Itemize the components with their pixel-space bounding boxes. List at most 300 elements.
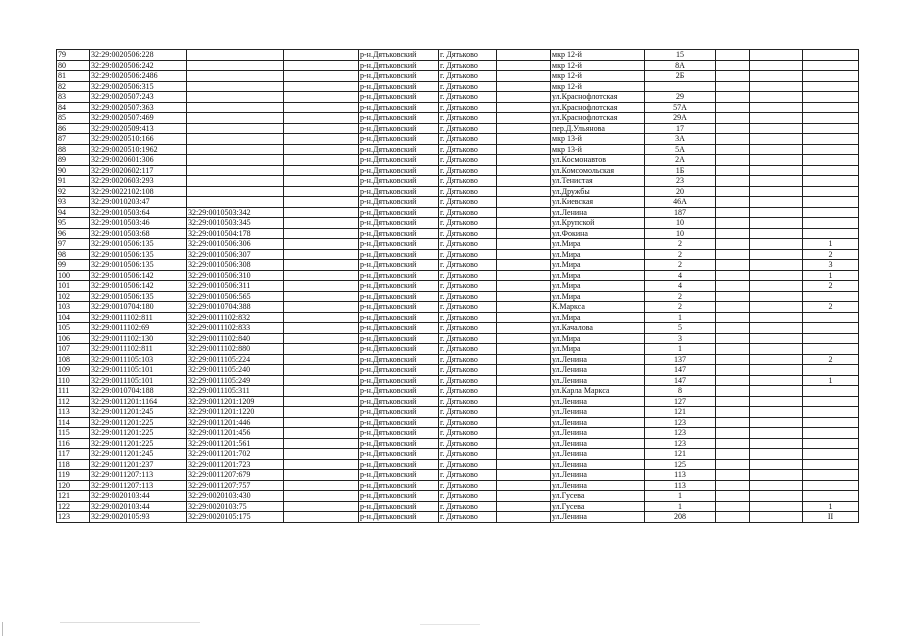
cell-building-cadastral-number: 32:29:0020103:430 bbox=[187, 491, 284, 502]
cell-column-empty-2 bbox=[497, 302, 551, 313]
cell-apartment-number bbox=[803, 365, 859, 376]
cell-cadastral-number: 32:29:0011105:101 bbox=[90, 375, 187, 386]
cell-row-number: 92 bbox=[57, 186, 90, 197]
cell-district: р-н.Дятьковский bbox=[359, 81, 439, 92]
cell-column-empty-3 bbox=[716, 512, 750, 523]
table-row bbox=[57, 197, 859, 208]
cell-apartment-number: 1 bbox=[803, 501, 859, 512]
cell-building-cadastral-number: 32:29:0010506:565 bbox=[187, 291, 284, 302]
cell-column-empty-1 bbox=[284, 218, 359, 229]
cell-column-empty-3 bbox=[716, 501, 750, 512]
cell-building-cadastral-number: 32:29:0010506:306 bbox=[187, 239, 284, 250]
cell-street: ул.Мира bbox=[551, 249, 645, 260]
cell-apartment-number: 2 bbox=[803, 281, 859, 292]
cell-column-empty-4 bbox=[750, 438, 803, 449]
cell-column-empty-1 bbox=[284, 354, 359, 365]
cell-column-empty-3 bbox=[716, 81, 750, 92]
cell-column-empty-3 bbox=[716, 207, 750, 218]
cell-city: г. Дятьково bbox=[439, 260, 497, 271]
cell-cadastral-number: 32:29:0020603:293 bbox=[90, 176, 187, 187]
cell-building-cadastral-number: 32:29:0011105:240 bbox=[187, 365, 284, 376]
cell-street: мкр 12-й bbox=[551, 60, 645, 71]
cell-cadastral-number: 32:29:0011201:245 bbox=[90, 407, 187, 418]
cell-house-number: 23 bbox=[645, 176, 716, 187]
cell-column-empty-1 bbox=[284, 176, 359, 187]
cell-cadastral-number: 32:29:0020105:93 bbox=[90, 512, 187, 523]
cell-column-empty-2 bbox=[497, 312, 551, 323]
cell-column-empty-3 bbox=[716, 291, 750, 302]
cell-building-cadastral-number: 32:29:0011102:840 bbox=[187, 333, 284, 344]
table-row bbox=[57, 470, 859, 481]
table-row bbox=[57, 291, 859, 302]
cell-house-number: 2 bbox=[645, 239, 716, 250]
cell-column-empty-2 bbox=[497, 291, 551, 302]
cell-column-empty-4 bbox=[750, 228, 803, 239]
cell-row-number: 83 bbox=[57, 92, 90, 103]
cell-cadastral-number: 32:29:0020506:2486 bbox=[90, 71, 187, 82]
cell-column-empty-4 bbox=[750, 449, 803, 460]
cell-column-empty-3 bbox=[716, 113, 750, 124]
cell-column-empty-3 bbox=[716, 270, 750, 281]
cell-cadastral-number: 32:29:0011207:113 bbox=[90, 480, 187, 491]
cell-city: г. Дятьково bbox=[439, 407, 497, 418]
cell-column-empty-4 bbox=[750, 270, 803, 281]
cell-column-empty-4 bbox=[750, 134, 803, 145]
cell-district: р-н.Дятьковский bbox=[359, 228, 439, 239]
cell-apartment-number bbox=[803, 218, 859, 229]
cell-street: ул.Космонавтов bbox=[551, 155, 645, 166]
cell-apartment-number bbox=[803, 60, 859, 71]
cell-house-number: 187 bbox=[645, 207, 716, 218]
cell-building-cadastral-number bbox=[187, 176, 284, 187]
cell-district: р-н.Дятьковский bbox=[359, 386, 439, 397]
cell-apartment-number bbox=[803, 470, 859, 481]
cell-column-empty-2 bbox=[497, 228, 551, 239]
table-row bbox=[57, 375, 859, 386]
cell-apartment-number bbox=[803, 407, 859, 418]
cell-column-empty-3 bbox=[716, 102, 750, 113]
cell-column-empty-4 bbox=[750, 459, 803, 470]
table-row bbox=[57, 428, 859, 439]
cell-house-number: 2Б bbox=[645, 71, 716, 82]
table-row bbox=[57, 92, 859, 103]
cell-column-empty-2 bbox=[497, 155, 551, 166]
cell-column-empty-4 bbox=[750, 218, 803, 229]
cell-cadastral-number: 32:29:0010503:64 bbox=[90, 207, 187, 218]
cell-column-empty-2 bbox=[497, 260, 551, 271]
cell-street: мкр 13-й bbox=[551, 144, 645, 155]
cell-column-empty-4 bbox=[750, 512, 803, 523]
cell-building-cadastral-number bbox=[187, 144, 284, 155]
table-row bbox=[57, 438, 859, 449]
cell-district: р-н.Дятьковский bbox=[359, 459, 439, 470]
cell-row-number: 100 bbox=[57, 270, 90, 281]
cell-row-number: 109 bbox=[57, 365, 90, 376]
cell-building-cadastral-number: 32:29:0011201:702 bbox=[187, 449, 284, 460]
cell-column-empty-4 bbox=[750, 197, 803, 208]
cell-city: г. Дятьково bbox=[439, 333, 497, 344]
cell-apartment-number bbox=[803, 186, 859, 197]
cell-cadastral-number: 32:29:0020507:243 bbox=[90, 92, 187, 103]
table-row bbox=[57, 176, 859, 187]
cell-city: г. Дятьково bbox=[439, 176, 497, 187]
cell-district: р-н.Дятьковский bbox=[359, 50, 439, 61]
cell-column-empty-4 bbox=[750, 333, 803, 344]
cell-apartment-number bbox=[803, 123, 859, 134]
cell-apartment-number: 2 bbox=[803, 249, 859, 260]
cell-row-number: 123 bbox=[57, 512, 90, 523]
cell-column-empty-4 bbox=[750, 60, 803, 71]
cell-apartment-number: 1 bbox=[803, 375, 859, 386]
cell-city: г. Дятьково bbox=[439, 123, 497, 134]
cell-column-empty-2 bbox=[497, 134, 551, 145]
cell-city: г. Дятьково bbox=[439, 512, 497, 523]
cell-column-empty-2 bbox=[497, 417, 551, 428]
cell-column-empty-1 bbox=[284, 186, 359, 197]
cell-column-empty-4 bbox=[750, 417, 803, 428]
cell-building-cadastral-number: 32:29:0011201:723 bbox=[187, 459, 284, 470]
cell-district: р-н.Дятьковский bbox=[359, 449, 439, 460]
cell-row-number: 119 bbox=[57, 470, 90, 481]
cell-column-empty-1 bbox=[284, 144, 359, 155]
cell-column-empty-3 bbox=[716, 438, 750, 449]
cell-city: г. Дятьково bbox=[439, 92, 497, 103]
cell-cadastral-number: 32:29:0011201:237 bbox=[90, 459, 187, 470]
cell-city: г. Дятьково bbox=[439, 470, 497, 481]
cell-building-cadastral-number bbox=[187, 155, 284, 166]
cell-city: г. Дятьково bbox=[439, 113, 497, 124]
cell-street: мкр 13-й bbox=[551, 134, 645, 145]
cell-row-number: 80 bbox=[57, 60, 90, 71]
cell-column-empty-3 bbox=[716, 281, 750, 292]
cell-house-number: 57А bbox=[645, 102, 716, 113]
cell-building-cadastral-number: 32:29:0010506:311 bbox=[187, 281, 284, 292]
cell-street: ул.Ленина bbox=[551, 438, 645, 449]
cell-column-empty-2 bbox=[497, 218, 551, 229]
cell-cadastral-number: 32:29:0010506:142 bbox=[90, 270, 187, 281]
cell-city: г. Дятьково bbox=[439, 449, 497, 460]
cell-cadastral-number: 32:29:0011201:225 bbox=[90, 417, 187, 428]
cell-column-empty-3 bbox=[716, 386, 750, 397]
cell-building-cadastral-number: 32:29:0011105:224 bbox=[187, 354, 284, 365]
cell-row-number: 112 bbox=[57, 396, 90, 407]
cell-house-number bbox=[645, 81, 716, 92]
cell-building-cadastral-number bbox=[187, 102, 284, 113]
cell-column-empty-4 bbox=[750, 344, 803, 355]
cell-city: г. Дятьково bbox=[439, 165, 497, 176]
cell-house-number: 1Б bbox=[645, 165, 716, 176]
cell-building-cadastral-number: 32:29:0010506:310 bbox=[187, 270, 284, 281]
cell-street: ул.Ленина bbox=[551, 396, 645, 407]
cell-column-empty-3 bbox=[716, 333, 750, 344]
cell-column-empty-1 bbox=[284, 260, 359, 271]
cell-district: р-н.Дятьковский bbox=[359, 239, 439, 250]
cell-house-number: 208 bbox=[645, 512, 716, 523]
cell-column-empty-2 bbox=[497, 354, 551, 365]
cell-city: г. Дятьково bbox=[439, 186, 497, 197]
cell-district: р-н.Дятьковский bbox=[359, 323, 439, 334]
cell-column-empty-2 bbox=[497, 92, 551, 103]
cell-column-empty-3 bbox=[716, 92, 750, 103]
cell-street: ул.Дружбы bbox=[551, 186, 645, 197]
cell-column-empty-1 bbox=[284, 92, 359, 103]
cell-district: р-н.Дятьковский bbox=[359, 134, 439, 145]
cell-street: ул.Ленина bbox=[551, 417, 645, 428]
cell-cadastral-number: 32:29:0020103:44 bbox=[90, 501, 187, 512]
cell-row-number: 110 bbox=[57, 375, 90, 386]
cell-building-cadastral-number bbox=[187, 50, 284, 61]
cell-column-empty-2 bbox=[497, 186, 551, 197]
cell-cadastral-number: 32:29:0022102:108 bbox=[90, 186, 187, 197]
cell-house-number: 123 bbox=[645, 417, 716, 428]
cell-column-empty-3 bbox=[716, 417, 750, 428]
cell-building-cadastral-number: 32:29:0020103:75 bbox=[187, 501, 284, 512]
cell-street: ул.Мира bbox=[551, 344, 645, 355]
cell-row-number: 87 bbox=[57, 134, 90, 145]
table-row bbox=[57, 218, 859, 229]
cell-column-empty-1 bbox=[284, 249, 359, 260]
cell-apartment-number bbox=[803, 438, 859, 449]
cell-column-empty-3 bbox=[716, 186, 750, 197]
cell-apartment-number bbox=[803, 396, 859, 407]
cell-row-number: 115 bbox=[57, 428, 90, 439]
cell-apartment-number bbox=[803, 71, 859, 82]
cell-column-empty-1 bbox=[284, 480, 359, 491]
cell-house-number: 1 bbox=[645, 491, 716, 502]
cell-building-cadastral-number: 32:29:0011105:249 bbox=[187, 375, 284, 386]
cell-column-empty-1 bbox=[284, 491, 359, 502]
cell-column-empty-3 bbox=[716, 218, 750, 229]
cell-district: р-н.Дятьковский bbox=[359, 144, 439, 155]
cell-apartment-number: 1 bbox=[803, 239, 859, 250]
cell-column-empty-1 bbox=[284, 417, 359, 428]
cell-column-empty-3 bbox=[716, 407, 750, 418]
cell-district: р-н.Дятьковский bbox=[359, 218, 439, 229]
table-row bbox=[57, 449, 859, 460]
cell-column-empty-4 bbox=[750, 50, 803, 61]
cell-house-number: 113 bbox=[645, 470, 716, 481]
cell-house-number: 127 bbox=[645, 396, 716, 407]
cell-cadastral-number: 32:29:0020509:413 bbox=[90, 123, 187, 134]
cell-building-cadastral-number bbox=[187, 134, 284, 145]
cell-apartment-number bbox=[803, 176, 859, 187]
cell-column-empty-2 bbox=[497, 407, 551, 418]
cell-column-empty-2 bbox=[497, 365, 551, 376]
cell-apartment-number bbox=[803, 165, 859, 176]
table-row bbox=[57, 270, 859, 281]
cell-row-number: 107 bbox=[57, 344, 90, 355]
cell-apartment-number: 2 bbox=[803, 302, 859, 313]
cell-building-cadastral-number bbox=[187, 113, 284, 124]
table-row bbox=[57, 239, 859, 250]
cell-column-empty-2 bbox=[497, 480, 551, 491]
cell-column-empty-1 bbox=[284, 333, 359, 344]
cell-city: г. Дятьково bbox=[439, 386, 497, 397]
cell-city: г. Дятьково bbox=[439, 365, 497, 376]
cell-column-empty-3 bbox=[716, 71, 750, 82]
cell-street: ул.Ленина bbox=[551, 407, 645, 418]
cell-street: ул.Качалова bbox=[551, 323, 645, 334]
table-row bbox=[57, 71, 859, 82]
cell-column-empty-3 bbox=[716, 449, 750, 460]
cell-column-empty-1 bbox=[284, 81, 359, 92]
table-row bbox=[57, 407, 859, 418]
cell-column-empty-4 bbox=[750, 312, 803, 323]
cell-street: К.Маркса bbox=[551, 302, 645, 313]
cell-column-empty-3 bbox=[716, 249, 750, 260]
cell-row-number: 96 bbox=[57, 228, 90, 239]
cell-column-empty-2 bbox=[497, 501, 551, 512]
cell-building-cadastral-number bbox=[187, 81, 284, 92]
cell-building-cadastral-number: 32:29:0011207:757 bbox=[187, 480, 284, 491]
table-row bbox=[57, 396, 859, 407]
cell-cadastral-number: 32:29:0010503:68 bbox=[90, 228, 187, 239]
cell-row-number: 103 bbox=[57, 302, 90, 313]
cell-district: р-н.Дятьковский bbox=[359, 491, 439, 502]
cell-row-number: 116 bbox=[57, 438, 90, 449]
cell-district: р-н.Дятьковский bbox=[359, 176, 439, 187]
cell-building-cadastral-number: 32:29:0011201:446 bbox=[187, 417, 284, 428]
cell-street: мкр 12-й bbox=[551, 71, 645, 82]
cell-apartment-number bbox=[803, 155, 859, 166]
cell-column-empty-4 bbox=[750, 302, 803, 313]
cell-street: ул.Ленина bbox=[551, 512, 645, 523]
cell-column-empty-2 bbox=[497, 123, 551, 134]
cell-column-empty-1 bbox=[284, 165, 359, 176]
cell-street: ул.Киевская bbox=[551, 197, 645, 208]
cell-cadastral-number: 32:29:0010704:180 bbox=[90, 302, 187, 313]
cell-building-cadastral-number bbox=[187, 197, 284, 208]
cell-apartment-number bbox=[803, 449, 859, 460]
cell-cadastral-number: 32:29:0011102:130 bbox=[90, 333, 187, 344]
cell-city: г. Дятьково bbox=[439, 281, 497, 292]
table-row bbox=[57, 501, 859, 512]
cell-building-cadastral-number bbox=[187, 92, 284, 103]
cell-column-empty-4 bbox=[750, 92, 803, 103]
cell-building-cadastral-number: 32:29:0011201:561 bbox=[187, 438, 284, 449]
cell-street: ул.Ленина bbox=[551, 459, 645, 470]
table-row bbox=[57, 123, 859, 134]
cell-district: р-н.Дятьковский bbox=[359, 480, 439, 491]
cell-building-cadastral-number: 32:29:0010504:178 bbox=[187, 228, 284, 239]
cell-city: г. Дятьково bbox=[439, 249, 497, 260]
cell-column-empty-1 bbox=[284, 281, 359, 292]
cell-city: г. Дятьково bbox=[439, 323, 497, 334]
cell-district: р-н.Дятьковский bbox=[359, 197, 439, 208]
cell-house-number: 147 bbox=[645, 375, 716, 386]
cell-column-empty-4 bbox=[750, 365, 803, 376]
cell-cadastral-number: 32:29:0010506:135 bbox=[90, 239, 187, 250]
cell-cadastral-number: 32:29:0020602:117 bbox=[90, 165, 187, 176]
cell-cadastral-number: 32:29:0011201:225 bbox=[90, 428, 187, 439]
cell-column-empty-4 bbox=[750, 491, 803, 502]
table-row bbox=[57, 144, 859, 155]
cell-street: ул.Краснофлотская bbox=[551, 113, 645, 124]
cell-street: ул.Ленина bbox=[551, 480, 645, 491]
cell-district: р-н.Дятьковский bbox=[359, 428, 439, 439]
cell-row-number: 97 bbox=[57, 239, 90, 250]
cell-street: ул.Карла Маркса bbox=[551, 386, 645, 397]
cell-row-number: 90 bbox=[57, 165, 90, 176]
cell-column-empty-3 bbox=[716, 60, 750, 71]
cell-house-number: 15 bbox=[645, 50, 716, 61]
cell-district: р-н.Дятьковский bbox=[359, 207, 439, 218]
cell-column-empty-3 bbox=[716, 239, 750, 250]
cell-district: р-н.Дятьковский bbox=[359, 438, 439, 449]
cell-column-empty-4 bbox=[750, 407, 803, 418]
cell-house-number: 1 bbox=[645, 501, 716, 512]
cell-column-empty-4 bbox=[750, 323, 803, 334]
cell-row-number: 81 bbox=[57, 71, 90, 82]
cell-row-number: 89 bbox=[57, 155, 90, 166]
cell-column-empty-3 bbox=[716, 491, 750, 502]
cell-city: г. Дятьково bbox=[439, 354, 497, 365]
cell-column-empty-1 bbox=[284, 270, 359, 281]
cell-building-cadastral-number bbox=[187, 186, 284, 197]
cell-column-empty-2 bbox=[497, 281, 551, 292]
cell-district: р-н.Дятьковский bbox=[359, 344, 439, 355]
cell-column-empty-1 bbox=[284, 501, 359, 512]
cell-column-empty-4 bbox=[750, 480, 803, 491]
table-row bbox=[57, 281, 859, 292]
cell-row-number: 105 bbox=[57, 323, 90, 334]
cell-column-empty-4 bbox=[750, 71, 803, 82]
cell-row-number: 101 bbox=[57, 281, 90, 292]
cell-apartment-number: 2 bbox=[803, 354, 859, 365]
cell-column-empty-3 bbox=[716, 365, 750, 376]
cell-column-empty-1 bbox=[284, 228, 359, 239]
cell-street: ул.Ленина bbox=[551, 365, 645, 376]
cell-city: г. Дятьково bbox=[439, 71, 497, 82]
cell-column-empty-1 bbox=[284, 344, 359, 355]
cell-column-empty-1 bbox=[284, 470, 359, 481]
cell-building-cadastral-number: 32:29:0010506:307 bbox=[187, 249, 284, 260]
cell-city: г. Дятьково bbox=[439, 81, 497, 92]
table-row bbox=[57, 155, 859, 166]
cell-column-empty-2 bbox=[497, 459, 551, 470]
cell-column-empty-2 bbox=[497, 144, 551, 155]
cell-city: г. Дятьково bbox=[439, 375, 497, 386]
table-row bbox=[57, 260, 859, 271]
cell-street: ул.Ленина bbox=[551, 470, 645, 481]
table-row bbox=[57, 134, 859, 145]
cell-district: р-н.Дятьковский bbox=[359, 375, 439, 386]
cell-building-cadastral-number: 32:29:0011102:833 bbox=[187, 323, 284, 334]
cell-column-empty-3 bbox=[716, 50, 750, 61]
cell-district: р-н.Дятьковский bbox=[359, 123, 439, 134]
cell-city: г. Дятьково bbox=[439, 60, 497, 71]
cell-cadastral-number: 32:29:0020510:166 bbox=[90, 134, 187, 145]
cell-street: ул.Мира bbox=[551, 239, 645, 250]
cell-building-cadastral-number: 32:29:0010503:342 bbox=[187, 207, 284, 218]
cell-district: р-н.Дятьковский bbox=[359, 60, 439, 71]
cell-cadastral-number: 32:29:0011201:225 bbox=[90, 438, 187, 449]
cell-street: пер.Д.Ульянова bbox=[551, 123, 645, 134]
cell-district: р-н.Дятьковский bbox=[359, 354, 439, 365]
cell-district: р-н.Дятьковский bbox=[359, 186, 439, 197]
cell-cadastral-number: 32:29:0020507:469 bbox=[90, 113, 187, 124]
cell-building-cadastral-number: 32:29:0010503:345 bbox=[187, 218, 284, 229]
table-row bbox=[57, 417, 859, 428]
cell-row-number: 82 bbox=[57, 81, 90, 92]
cell-city: г. Дятьково bbox=[439, 291, 497, 302]
cell-column-empty-2 bbox=[497, 165, 551, 176]
cell-city: г. Дятьково bbox=[439, 428, 497, 439]
cell-row-number: 95 bbox=[57, 218, 90, 229]
cell-apartment-number bbox=[803, 144, 859, 155]
cell-column-empty-4 bbox=[750, 81, 803, 92]
cell-cadastral-number: 32:29:0020103:44 bbox=[90, 491, 187, 502]
